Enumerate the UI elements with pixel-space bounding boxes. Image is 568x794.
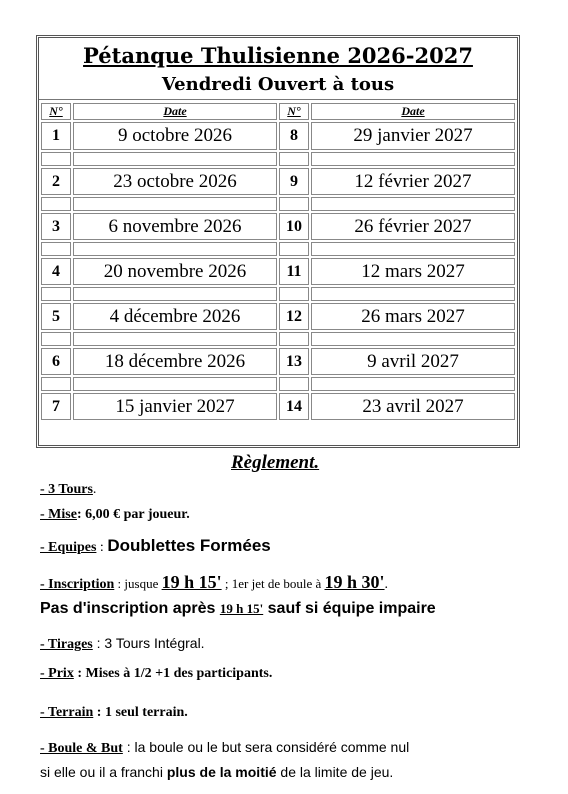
rule-value: Doublettes Formées [107, 536, 271, 555]
page-subtitle: Vendredi Ouvert à tous [161, 74, 395, 95]
row-number: 10 [279, 213, 309, 240]
rule-label: - Terrain [40, 705, 94, 720]
rule-tours: - 3 Tours. [40, 482, 97, 497]
spacer-row [41, 332, 515, 346]
row-number: 13 [279, 348, 309, 375]
spacer-row [41, 242, 515, 256]
row-number: 1 [41, 122, 71, 150]
spacer-row [41, 377, 515, 391]
column-header-number-right: N° [279, 103, 309, 120]
spacer-row [41, 152, 515, 166]
table-row [41, 303, 515, 330]
row-date: 26 mars 2027 [311, 303, 515, 330]
table-row [41, 348, 515, 375]
row-number: 2 [41, 168, 71, 195]
row-date: 20 novembre 2026 [73, 258, 277, 285]
table-row [41, 393, 515, 420]
row-number: 12 [279, 303, 309, 330]
row-date: 29 janvier 2027 [311, 122, 515, 150]
header-block [39, 38, 517, 100]
row-date: 9 avril 2027 [311, 348, 515, 375]
row-date: 9 octobre 2026 [73, 122, 277, 150]
row-date: 23 avril 2027 [311, 393, 515, 420]
row-date: 23 octobre 2026 [73, 168, 277, 195]
row-date: 12 mars 2027 [311, 258, 515, 285]
table-row [41, 258, 515, 285]
row-number: 11 [279, 258, 309, 285]
column-header-date-right: Date [311, 103, 515, 120]
rule-mise: - Mise: 6,00 € par joueur. [40, 507, 190, 522]
row-date: 6 novembre 2026 [73, 213, 277, 240]
rule-inscription: - Inscription : jusque 19 h 15' ; 1er jet de boule à 19 h 30'. [40, 572, 389, 592]
row-date: 26 février 2027 [311, 213, 515, 240]
rule-label: - Inscription [40, 577, 115, 592]
row-date: 15 janvier 2027 [73, 393, 277, 420]
rule-terrain: - Terrain : 1 seul terrain. [40, 705, 188, 720]
rule-boule-but: - Boule & But : la boule ou le but sera considéré comme nul [40, 739, 410, 756]
rule-label: - Equipes [40, 540, 97, 555]
rule-boule-but-cont: si elle ou il a franchi plus de la moitié de la limite de jeu. [40, 764, 394, 780]
rule-tirages: - Tirages : 3 Tours Intégral. [40, 635, 205, 652]
rule-label: - 3 Tours [40, 482, 93, 497]
table-row [41, 168, 515, 195]
spacer-row [41, 287, 515, 301]
row-date: 18 décembre 2026 [73, 348, 277, 375]
rule-inscription-note: Pas d'inscription après 19 h 15' sauf si équipe impaire [40, 600, 436, 617]
row-number: 4 [41, 258, 71, 285]
row-number: 14 [279, 393, 309, 420]
rule-label: - Prix [40, 666, 74, 681]
table-row [41, 213, 515, 240]
rule-label: - Boule & But [40, 741, 123, 756]
rule-label: - Tirages [40, 637, 93, 652]
row-number: 7 [41, 393, 71, 420]
row-number: 6 [41, 348, 71, 375]
row-number: 8 [279, 122, 309, 150]
row-number: 9 [279, 168, 309, 195]
row-date: 12 février 2027 [311, 168, 515, 195]
row-number: 5 [41, 303, 71, 330]
rule-label: - Mise [40, 507, 77, 522]
column-header-date-left: Date [73, 103, 277, 120]
spacer-row [41, 197, 515, 211]
rules-title: Règlement. [231, 452, 320, 473]
row-date: 4 décembre 2026 [73, 303, 277, 330]
row-number: 3 [41, 213, 71, 240]
column-header-number-left: N° [41, 103, 71, 120]
table-row [41, 122, 515, 150]
schedule-header-row [41, 103, 515, 120]
schedule-table [39, 101, 517, 422]
rule-equipes: - Equipes : Doublettes Formées [40, 536, 271, 555]
rule-prix: - Prix : Mises à 1/2 +1 des participants. [40, 666, 273, 681]
page-title: Pétanque Thulisienne 2026-2027 [83, 43, 473, 68]
